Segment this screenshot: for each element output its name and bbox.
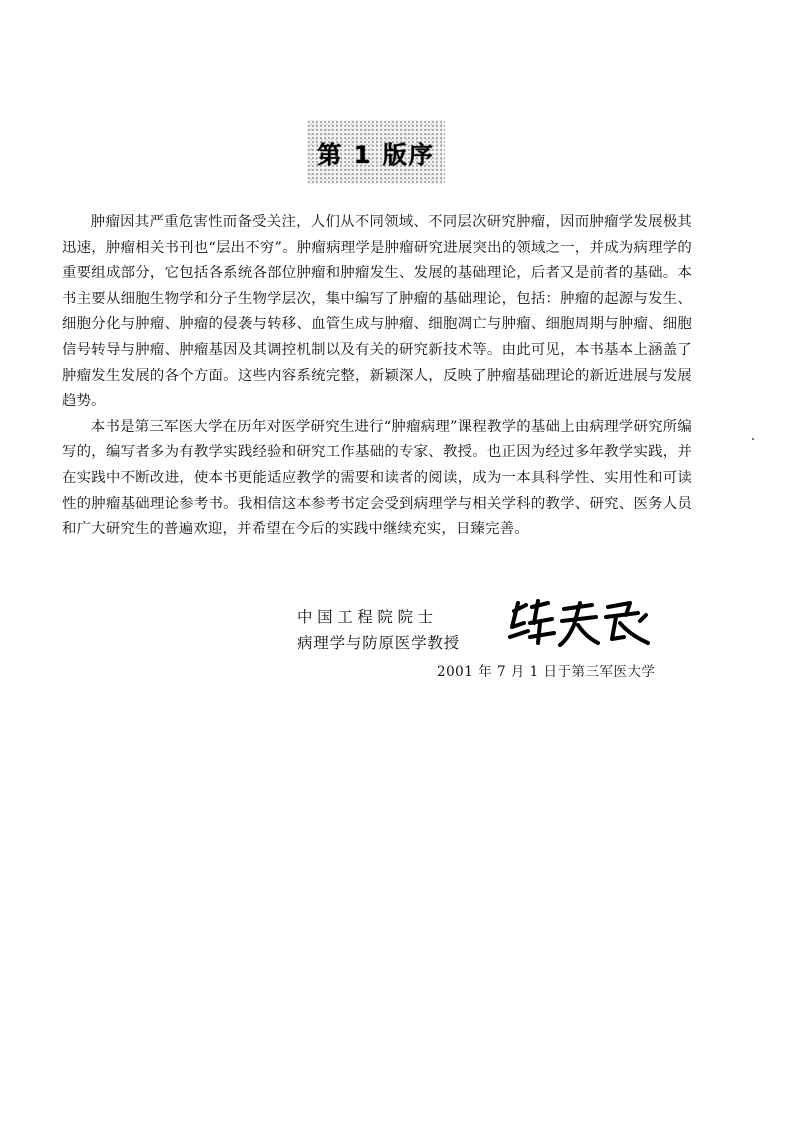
paragraph-1: 肿瘤因其严重危害性而备受关注，人们从不同领域、不同层次研究肿瘤，因而肿瘤学发展极其迅速，肿瘤相关书刊也“层出不穷”。肿瘤病理学是肿瘤研究进展突出的领域之一，并成为病理学的重要组成部分，它包括各系统各部位肿瘤和肿瘤发生、发展的基础理论，后者又是前者的基础。本书主要从细胞生物学和分子生物学层次，集中编写了肿瘤的基础理论，包括：肿瘤的起源与发生、细胞分化与肿瘤、肿瘤的侵袭与转移、血管生成与肿瘤、细胞凋亡与肿瘤、细胞周期与肿瘤、细胞信号转导与肿瘤、肿瘤基因及其调控机制以及有关的研究新技术等。由此可见，本书基本上涵盖了肿瘤发生发展的各个方面。这些内容系统完整，新颖深人，反映了肿瘤基础理论的新近进展与发展趋势。 [62, 214, 692, 410]
preface-body [62, 210, 692, 543]
author-position-line: 病理学与防原医学教授 [297, 634, 461, 652]
date-location: 2001 年 7 月 1 日于第三军医大学 [437, 664, 656, 680]
page-title: 第 1 版序 [317, 140, 435, 169]
handwritten-signature [504, 593, 654, 655]
signature-block [297, 605, 677, 695]
author-title-line: 中国工程院院士 [297, 608, 438, 626]
paragraph-2: 本书是第三军医大学在历年对医学研究生进行“肿瘤病理”课程教学的基础上由病理学研究所编写的，编写者多为有教学实践经验和研究工作基础的专家、教授。也正因为经过多年教学实践，并在实践中不断改进，使本书更能适应教学的需要和读者的阅读，成为一本具科学性、实用性和可读性的肿瘤基础理论参考书。我相信这本参考书定会受到病理学与相关学科的教学、研究、医务人员和广大研究生的普遍欢迎，并希望在今后的实践中继续充实，日臻完善。 [62, 418, 692, 538]
scan-speck [752, 438, 754, 440]
preface-title-box [307, 120, 445, 184]
